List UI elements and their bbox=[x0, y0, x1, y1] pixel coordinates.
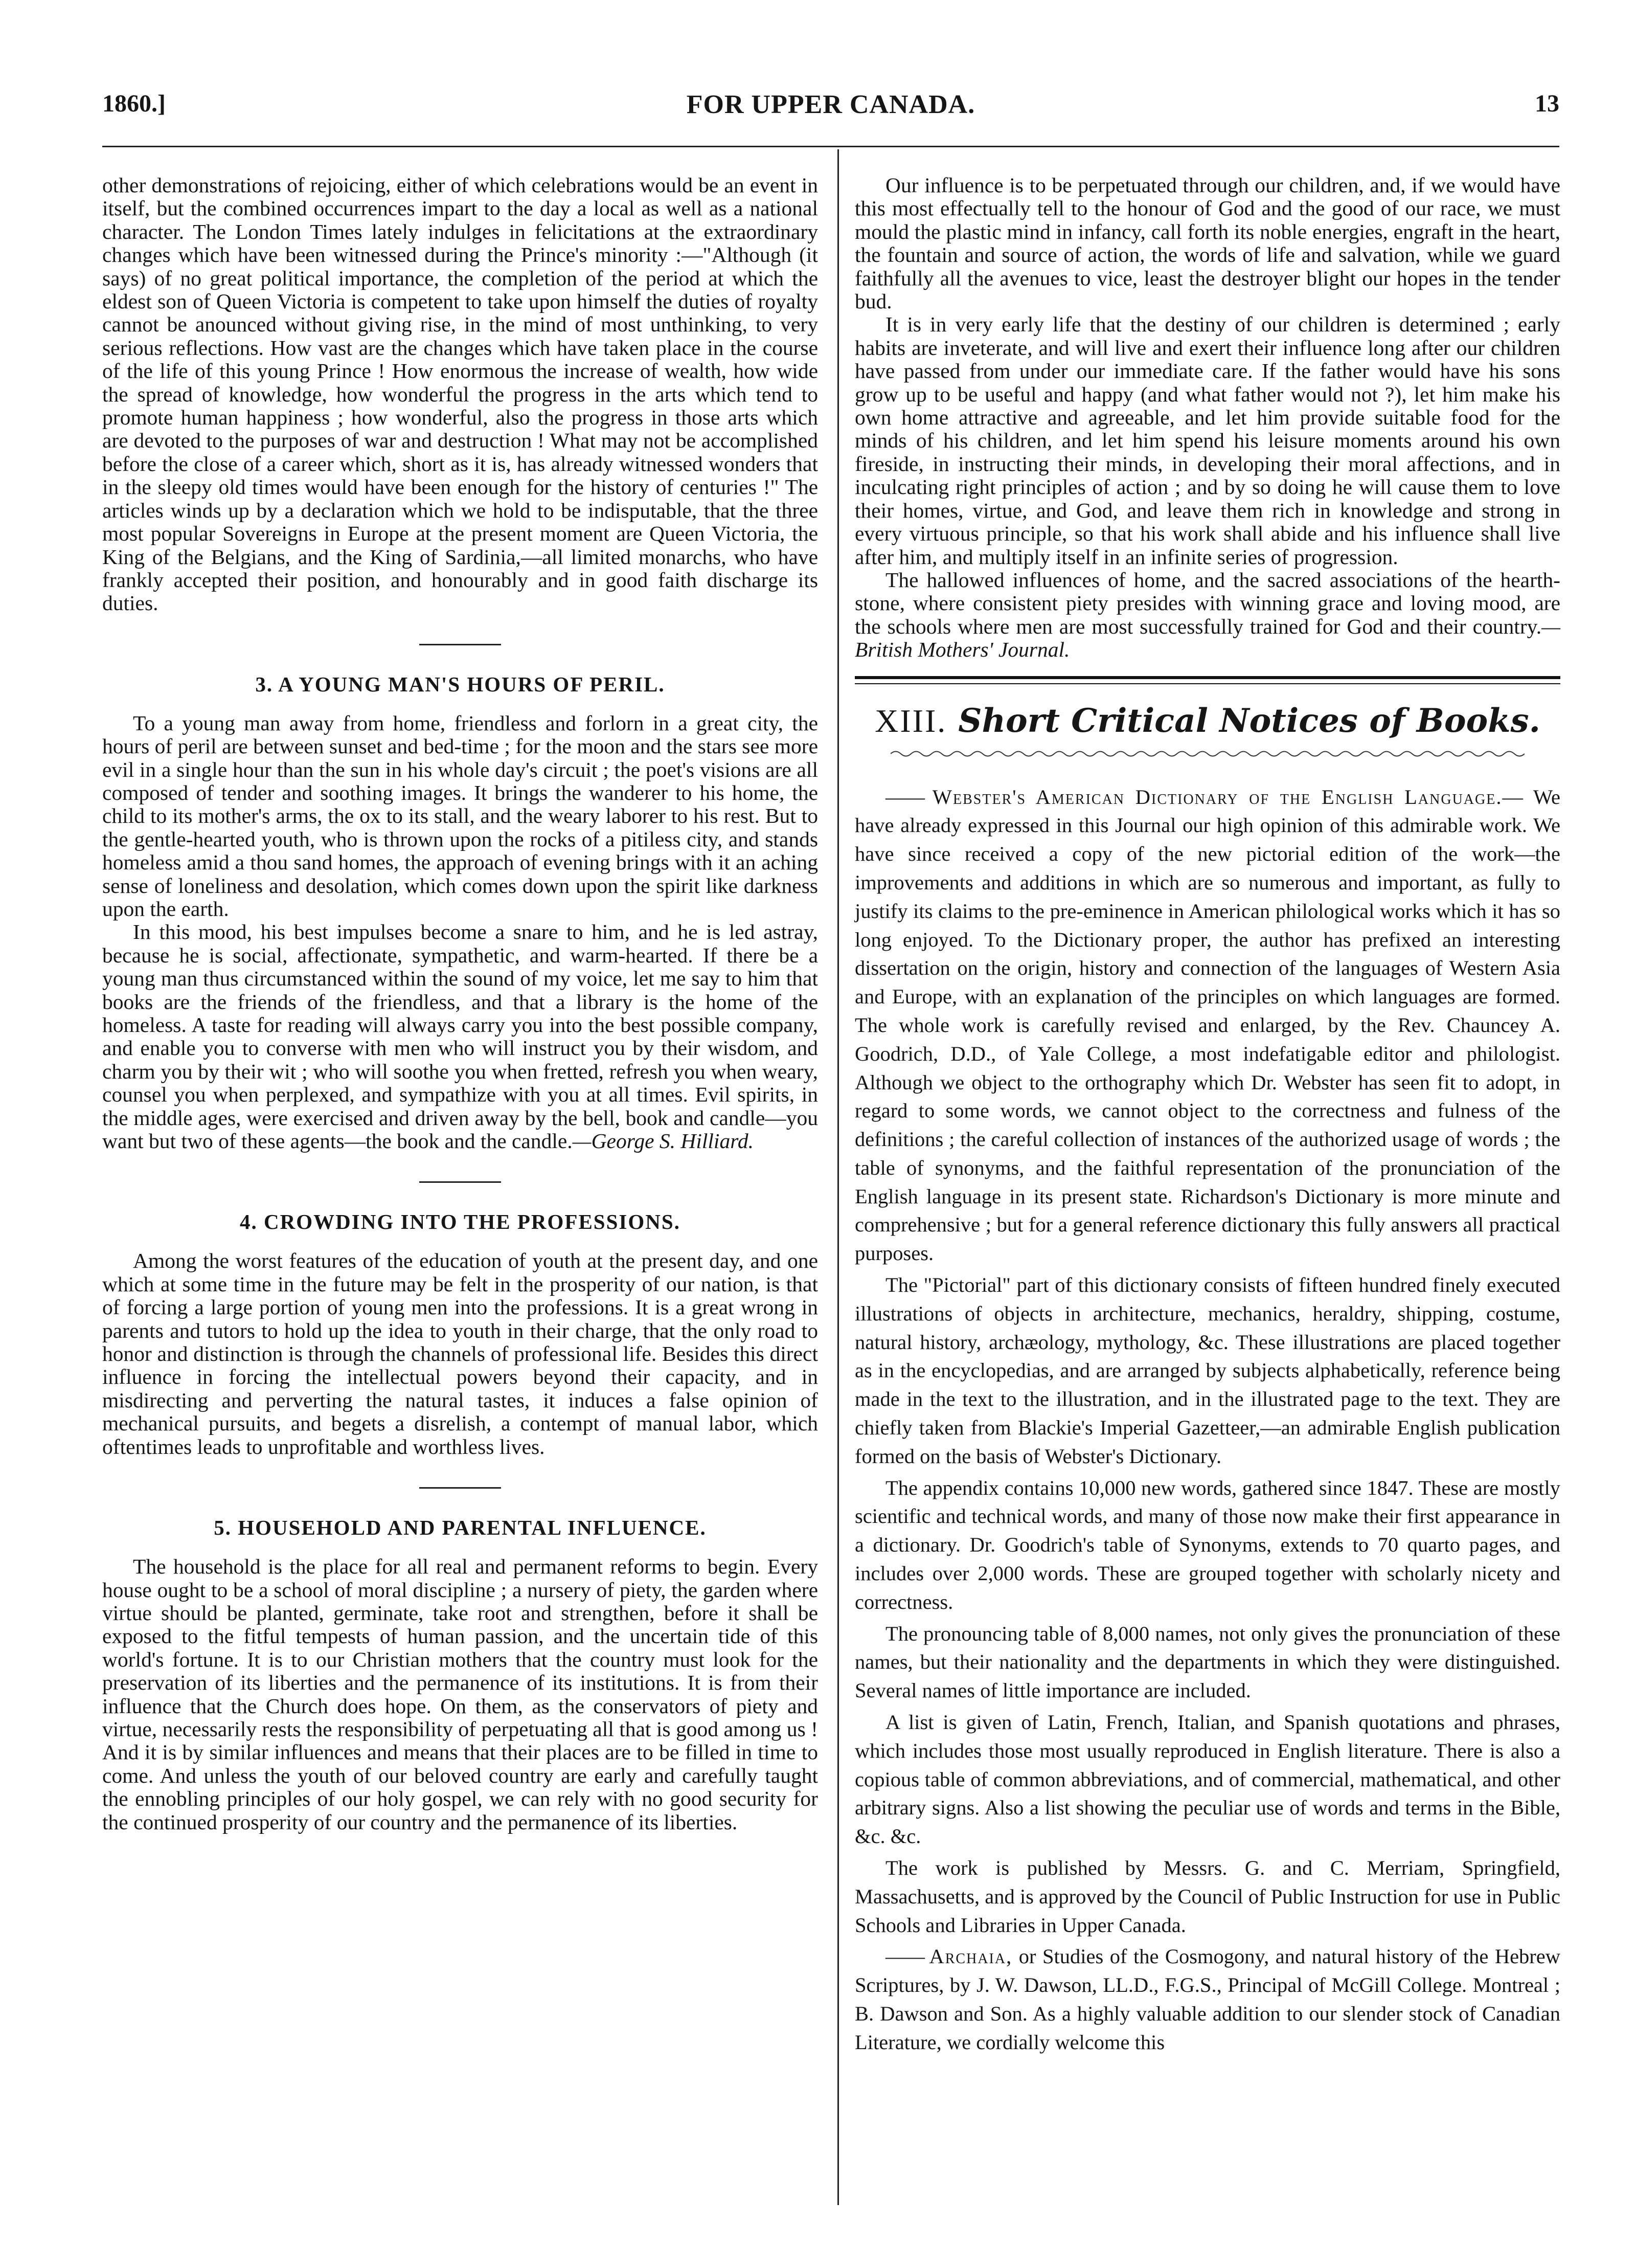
section-double-rule bbox=[855, 676, 1560, 684]
ornamental-wavy-rule bbox=[891, 749, 1525, 758]
archaia-notice-text: or Studies of the Cosmogony, and natural history of the Hebrew Scriptures, by J. W. Dawson, LL.D., F.G.S., Principal of McGill College. Montreal ; B. Dawson and Son. As a highly valuable addition to our slender stock of Canadian Literature, we cordially welcome this bbox=[855, 1945, 1561, 2054]
webster-notice-paragraph-3: The appendix contains 10,000 new words, gathered since 1847. These are mostly scientific and technical words, and many of those now make their first appearance in a dictionary. Dr. Goodrich's table of Synonyms, extends to 70 quarto pages, and includes over 2,000 words. These are grouped together with scholarly nicety and correctness. bbox=[855, 1476, 1560, 1613]
archaia-notice-title: Archaia, bbox=[929, 1945, 1013, 1968]
column-divider bbox=[837, 149, 839, 2205]
notices-number: XIII. bbox=[875, 702, 947, 739]
young-man-paragraph-2 bbox=[102, 920, 818, 1153]
page-number: 13 bbox=[1535, 90, 1559, 117]
influence-attribution: —British Mothers' Journal. bbox=[855, 614, 1560, 662]
notices-heading bbox=[855, 702, 1560, 740]
household-paragraph: The household is the place for all real and permanent reforms to begin. Every house ought to be a school of moral discipline ; a nursery of piety, the garden where virtue should be planted, germinate, take root and strengthen, before it shall be exposed to the fitful tempests of human passion, and the uncertain tide of this world's fortune. It is to our Christian mothers that the country must look for the preservation of its liberties and the permanence of its institutions. It is from their influence that the Church does hope. On them, as the conservators of piety and virtue, necessarily rests the responsibility of perpetuating all that is good among us ! And it is by similar influences and means that their places are to be filled in time to come. And unless the youth of our beloved country are early and carefully taught the ennobling principles of our holy gospel, we can rely with no good security for the continued prosperity of our country and the permanence of its liberties. bbox=[102, 1555, 818, 1834]
header-rule bbox=[102, 146, 1559, 147]
section-separator bbox=[419, 644, 501, 645]
right-column bbox=[855, 174, 1560, 2060]
influence-paragraph-3-text: The hallowed influences of home, and the sacred associations of the hearth-stone, where consistent piety presides with winning grace and loving mood, are the schools where men are most successfully trained for God and their country. bbox=[855, 568, 1560, 638]
notice-dash: —— bbox=[885, 1945, 923, 1968]
young-man-attribution: —George S. Hilliard. bbox=[572, 1129, 754, 1153]
young-man-paragraph-2-text: In this mood, his best impulses become a snare to him, and he is led astray, because he is social, affectionate, sympathetic, and warm-hearted. If there be a young man thus circumstanced within the sound of my voice, let me say to him that books are the friends of the friendless, and that a library is the home of the homeless. A taste for reading will always carry you into the best possible company, and enable you to converse with men who will instruct you by their wisdom, and charm you by their wit ; who will soothe you when fretted, refresh you when weary, counsel you when perplexed, and sympathize with you at all times. Evil spirits, in the middle ages, were exercised and driven away by the bell, book and candle—you want but two of these agents—the book and the candle. bbox=[102, 920, 818, 1153]
influence-paragraph-3 bbox=[855, 569, 1560, 662]
influence-paragraph-2: It is in very early life that the destiny of our children is determined ; early habits are inveterate, and will live and exert their influence long after our children have passed from under our immediate care. If the father would have his sons grow up to be useful and happy (and what father would not ?), let him make his own home attractive and agreeable, and let him provide suitable food for the minds of his children, and let him spend his leisure moments around his own fireside, in instructing their minds, in developing their moral affections, and in inculcating right principles of action ; and by so doing he will cause them to love their homes, virtue, and God, and leave them rich in knowledge and strong in every virtuous principle, so that his work shall abide and his influence shall live after him, and multiply itself in an infinite series of progression. bbox=[855, 312, 1560, 569]
young-man-paragraph-1: To a young man away from home, friendless and forlorn in a great city, the hours of peril are between sunset and bed-time ; for the moon and the stars see more evil in a single hour than the sun in his whole day's circuit ; the poet's visions are all composed of tender and soothing images. It brings the wanderer to his home, the child to its mother's arms, the ox to its stall, and the weary laborer to his rest. But to the gentle-hearted youth, who is thrown upon the rocks of a pitiless city, and stands homeless amid a thou sand homes, the approach of evening brings with it an aching sense of loneliness and desolation, which comes down upon the spirit like darkness upon the earth. bbox=[102, 711, 818, 920]
header-year: 1860.] bbox=[102, 90, 166, 117]
left-paragraph-continued: other demonstrations of rejoicing, either of which celebrations would be an event in itself, but the combined occurrences impart to the day a local as well as a national character. The London Times lately indulges in felicitations at the extraordinary changes which have been witnessed during the Prince's minority :—"Although (it says) of no great political importance, the completion of the period at which the eldest son of Queen Victoria is competent to take upon himself the duties of royalty cannot be anounced without giving rise, in the mind of most unthinking, to very serious reflections. How vast are the changes which have taken place in the course of the life of this young Prince ! How enormous the increase of wealth, how wide the spread of knowledge, how wonderful the progress in the arts which tend to promote human happiness ; how wonderful, also the progress in those arts which are devoted to the purposes of war and destruction ! What may not be accomplished before the close of a career which, short as it is, has already witnessed wonders that in the sleepy old times would have been enough for the history of centuries !" The articles winds up by a declaration which we hold to be indisputable, that the three most popular Sovereigns in Europe at the present moment are Queen Victoria, the King of the Belgians, and the King of Sardinia,—all limited monarchs, who have frankly accepted their position, and honourably and in good faith discharge its duties. bbox=[102, 173, 818, 615]
professions-paragraph: Among the worst features of the education of youth at the present day, and one which at some time in the future may be felt in the prosperity of our nation, is that of forcing a large portion of young men into the professions. It is a great wrong in parents and tutors to hold up the idea to youth in their charge, that the only road to honor and distinction is through the channels of professional life. Besides this direct influence in forcing the intellectual powers beyond their capacity, and in misdirecting and perverting the natural tastes, it induces a false opinion of mechanical pursuits, and begets a disrelish, a contempt of manual labor, which oftentimes leads to unprofitable and worthless lives. bbox=[102, 1249, 818, 1458]
webster-notice-paragraph-6: The work is published by Messrs. G. and C. Merriam, Springfield, Massachusetts, and is approved by the Council of Public Instruction for use in Public Schools and Libraries in Upper Canada. bbox=[855, 1856, 1560, 1937]
webster-notice-paragraph-2: The "Pictorial" part of this dictionary consists of fifteen hundred finely executed illustrations of objects in architecture, mechanics, heraldry, shipping, costume, natural history, archæology, mythology, &c. These illustrations are placed together as in the encyclopedias, and are arranged by subjects alphabetically, reference being made in the text to the illustration, and in the illustrated page to the text. They are chiefly taken from Blackie's Imperial Gazetteer,—an admirable English publication formed on the basis of Webster's Dictionary. bbox=[855, 1273, 1560, 1468]
influence-paragraph-1: Our influence is to be perpetuated through our children, and, if we would have this most effectually tell to the honour of God and the good of our race, we must mould the plastic mind in infancy, call forth its noble energies, engraft in the heart, the fountain and source of action, the words of life and salvation, while we guard faithfully all the avenues to vice, least the destroyer blight our hopes in the tender bud. bbox=[855, 173, 1560, 313]
webster-notice-title: Webster's American Dictionary of the English Language.— bbox=[932, 785, 1524, 809]
section-separator bbox=[419, 1487, 501, 1489]
page-header bbox=[102, 89, 1559, 141]
section-heading-professions: 4. CROWDING INTO THE PROFESSIONS. bbox=[240, 1210, 680, 1234]
webster-notice-text: We have already expressed in this Journal our high opinion of this admirable work. We have since received a copy of the new pictorial edition of the work—the improvements and additions in which are so numerous and important, as fully to justify its claims to the pre-eminence in American philological works which it has so long enjoyed. To the Dictionary proper, the author has prefixed an interesting dissertation on the origin, history and connection of the languages of Western Asia and Europe, with an explanation of the principles on which languages are formed. The whole work is carefully revised and enlarged, by the Rev. Chauncey A. Goodrich, D.D., of Yale College, a most indefatigable editor and philologist. Although we object to the orthography which Dr. Webster has seen fit to adopt, in regard to some words, we cannot object to the correctness and fulness of the definitions ; the careful collection of instances of the authorized usage of words ; the table of synonyms, and the faithful representation of the pronunciation of the English language in its present state. Richardson's Dictionary is more minute and comprehensive ; but for a general reference dictionary this fully answers all practical purposes. bbox=[855, 785, 1560, 1265]
notice-dash: —— bbox=[885, 785, 923, 809]
left-column bbox=[102, 174, 818, 1834]
webster-notice-paragraph-4: The pronouncing table of 8,000 names, not only gives the pronunciation of these names, but their nationality and the departments in which they were distinguished. Several names of little importance are included. bbox=[855, 1622, 1560, 1702]
webster-notice-paragraph-1 bbox=[855, 783, 1560, 1268]
archaia-notice-paragraph bbox=[855, 1942, 1560, 2056]
book-notices bbox=[855, 783, 1560, 2057]
header-title: FOR UPPER CANADA. bbox=[686, 90, 975, 119]
notices-title: Short Critical Notices of Books. bbox=[958, 701, 1540, 740]
section-separator bbox=[419, 1181, 501, 1183]
section-heading-young-man: 3. A YOUNG MAN'S HOURS OF PERIL. bbox=[255, 672, 665, 696]
webster-notice-paragraph-5: A list is given of Latin, French, Italian, and Spanish quotations and phrases, which includes those most usually reproduced in English literature. There is also a copious table of common abbreviations, and of commercial, mathematical, and other arbitrary signs. Also a list showing the peculiar use of words and terms in the Bible, &c. &c. bbox=[855, 1711, 1560, 1848]
section-heading-household: 5. HOUSEHOLD AND PARENTAL INFLUENCE. bbox=[214, 1516, 707, 1540]
